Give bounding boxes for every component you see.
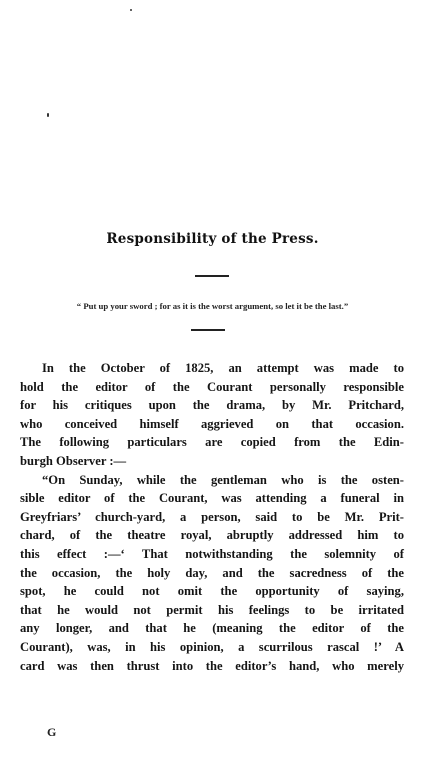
text-line: hold the editor of the Courant personally responsible	[20, 379, 404, 394]
text-line: Courant), was, in his opinion, a scurrilous rascal !’ A	[20, 639, 404, 654]
signature-mark: G	[47, 725, 57, 739]
text-line: The following particulars are copied from the Edin-	[20, 435, 404, 450]
epigraph: “ Put up your sword ; for as it is the worst argument, so let it be the last.”	[76, 301, 349, 311]
text-line: In the October of 1825, an attempt was made to	[42, 361, 404, 375]
text-line: Greyfriars’ church-yard, a person, said to be Mr. Prit-	[20, 509, 404, 524]
body-text	[20, 359, 404, 675]
paragraph	[20, 471, 404, 676]
text-line: card was then thrust into the editor’s hand, who merely	[20, 658, 404, 673]
text-line: sible editor of the Courant, was attending a funeral in	[20, 491, 404, 506]
text-line: any longer, and that he (meaning the editor of the	[20, 621, 404, 636]
text-line: that he would not permit his feelings to be irritated	[20, 602, 404, 617]
text-line: for his critiques upon the drama, by Mr. Pritchard,	[20, 398, 404, 413]
title-rule	[195, 275, 229, 277]
epigraph-rule	[191, 329, 225, 331]
text-line: this effect :—‘ That notwithstanding the solemnity of	[20, 546, 404, 561]
text-line: spot, he could not omit the opportunity of saying,	[20, 584, 404, 599]
text-line: “On Sunday, while the gentleman who is the osten-	[42, 472, 404, 487]
text-line: the occasion, the holy day, and the sacredness of the	[20, 565, 404, 580]
text-line: who conceived himself aggrieved on that occasion.	[20, 416, 404, 431]
ink-speck	[130, 9, 132, 11]
text-line: burgh Observer :—	[20, 453, 127, 468]
paragraph	[20, 359, 404, 471]
ink-speck	[47, 113, 49, 117]
text-line: chard, of the theatre royal, abruptly addressed him to	[20, 528, 404, 543]
chapter-title: Responsibility of the Press.	[106, 231, 319, 247]
